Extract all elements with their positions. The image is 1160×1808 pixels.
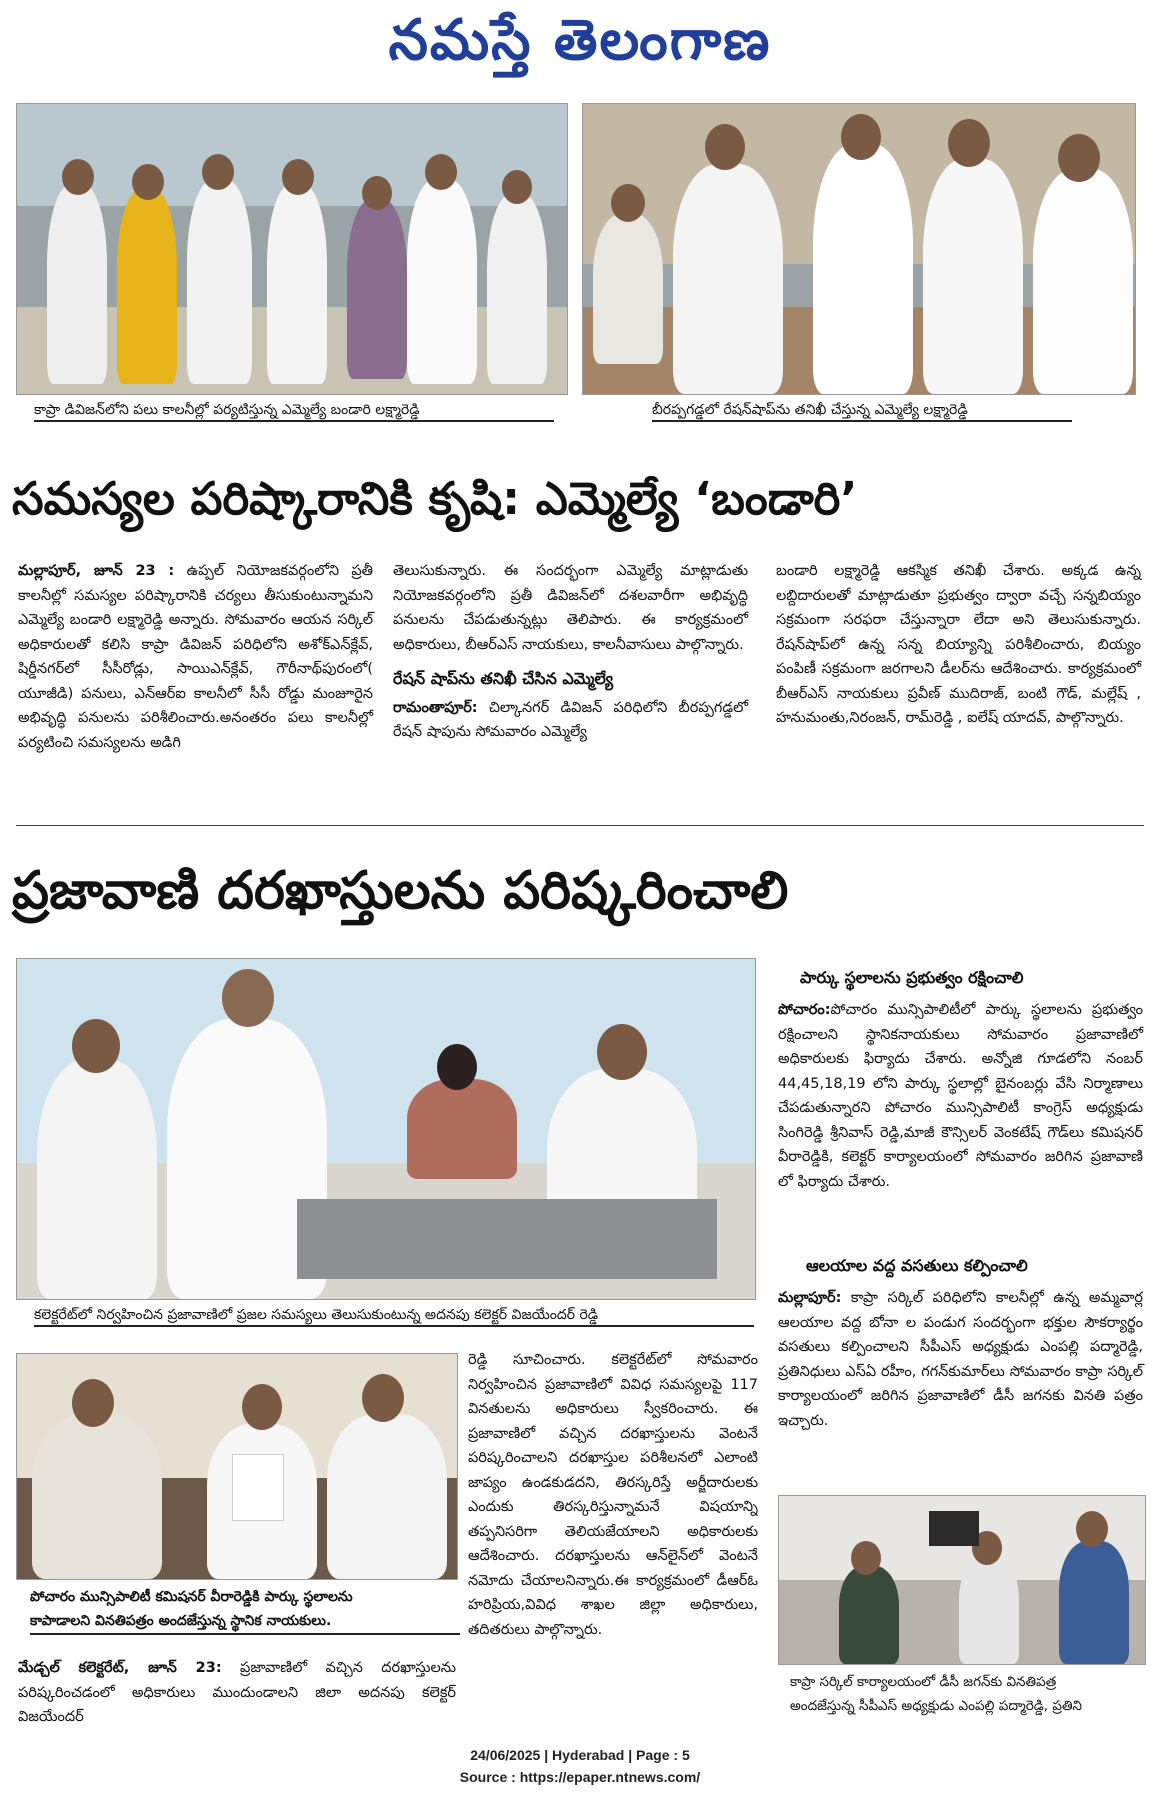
article-text: చిల్కానగర్ డివిజన్ పరిధిలోని బీరప్పగడ్డలో రేషన్ షాపును సోమవారం ఎమ్మెల్యే <box>393 699 748 740</box>
caption-line: అందజేస్తున్న సీపీఎస్ అధ్యక్షుడు ఎంపల్లి పద్మారెడ్డి, ప్రతిని <box>790 1698 1083 1714</box>
footer-source: Source : https://epaper.ntnews.com/ <box>459 1769 701 1785</box>
photo-caption: బీరప్పగడ్డలో రేషన్‌షాప్‌ను తనిఖీ చేస్తున్న ఎమ్మెల్యే లక్ష్మారెడ్డి <box>652 400 1072 422</box>
dateline: మల్లాపూర్, జూన్ 23 : <box>18 563 175 579</box>
photo-caption <box>30 1585 460 1635</box>
article-text: ఉప్పల్ నియోజకవర్గంలోని ప్రతీ కాలనీల్లో సమస్యల పరిష్కారానికి చర్యలు తీసుకుంటున్నామని ఎమ్మెల్యే బండారి లక్ష్మారెడ్డి అన్నారు. సోమవారం ఆయన సర్కిల్ అధికారులతో కలిసి కాప్రా డివిజన్ పరిధిలోని అశోక్ఎన్‌క్లేవ్, షిర్డీనగర్‌లో సీసీరోడ్లు, సాయిఎన్‌క్లేవ్, గౌరీనాథ్‌పురంలో( యూజీడి) పనులు, ఎన్ఆర్ఐ కాలనీలో సీసీ రోడ్డు మంజూరైన అభివృద్ధి పనులను పరిశీలించారు.అనంతరం పలు కాలనీల్లో పర్యటించి సమస్యలను అడిగి <box>18 563 373 751</box>
masthead: నమస్తే తెలంగాణ <box>388 8 772 73</box>
subheadline: పార్కు స్థలాలను ప్రభుత్వం రక్షించాలి <box>800 968 1024 987</box>
photo-caption <box>790 1670 1144 1718</box>
dateline: మేడ్చల్ కలెక్టరేట్, జూన్ 23: <box>18 1660 222 1676</box>
article-column <box>778 998 1143 1194</box>
article-text: తెలుసుకున్నారు. ఈ సందర్భంగా ఎమ్మెల్యే మాట్లాడుతు నియోజకవర్గంలోని ప్రతీ డివిజన్‌లో దశలవారీగా అభివృద్ధి పనులను చేపడుతున్నట్లు తెలిపారు. ఈ కార్యక్రమంలో అధికారులు, బీఆర్ఎస్ నాయకులు, కాలనీవాసులు పాల్గొన్నారు. <box>393 563 748 653</box>
article-column <box>468 1348 758 1686</box>
subheadline: ఆలయాల వద్ద వసతులు కల్పించాలి <box>806 1256 1028 1275</box>
article-text: బండారి లక్ష్మారెడ్డి ఆకస్మిక తనిఖీ చేశారు. అక్కడ ఉన్న లబ్దిదారులతో మాట్లాడుతూ ప్రభుత్వం ద్వారా వచ్చే సన్నబియ్యం సక్రమంగా సరఫరా చేస్తున్నారా లేదా అని తెలుసుకున్నారు. రేషన్‌షాప్‌లో ఉన్న సన్న బియ్యాన్ని పరిశీలించారు, బియ్యం పంపిణీ సక్రమంగా జరగాలని డీలర్‌ను ఆదేశించారు. కార్యక్రమంలో బీఆర్ఎస్ నాయకులు ప్రవీణ్ ముదిరాజ్, బంటి గౌడ్, మల్లేష్ , హనుమంతు,నిరంజన్, రామ్‌రెడ్డి , ఐలేష్ యాదవ్, పాల్గొన్నారు. <box>776 563 1141 726</box>
photo-park-land-petition <box>16 1353 458 1580</box>
article-text: ప్రజావాణిలో వచ్చిన దరఖాస్తులను పరిష్కరించడంలో అధికారులు ముందుండాలని జిలా అదనపు కలెక్టర్ విజయేందర్ <box>18 1660 456 1725</box>
photo-caption: కాప్రా డివిజన్‌లోని పలు కాలనీల్లో పర్యటిస్తున్న ఎమ్మెల్యే బండారి లక్ష్మారెడ్డి <box>34 400 554 422</box>
article-column <box>778 1286 1143 1433</box>
article-column <box>18 559 373 755</box>
photo-ration-shop-inspection <box>582 103 1136 395</box>
caption-line: కాపాడాలని వినతిపత్రం అందజేస్తున్న స్థానిక నాయకులు. <box>30 1613 332 1629</box>
photo-mla-colony-tour <box>16 103 568 395</box>
photo-caption: కలెక్టరేట్‌లో నిర్వహించిన ప్రజావాణిలో ప్రజల సమస్యలు తెలుసుకుంటున్న అదనపు కలెక్టర్ విజయేందర్ రెడ్డి <box>34 1305 754 1327</box>
caption-line: కాప్రా సర్కిల్ కార్యాలయంలో డీసీ జగన్‌కు వినతిపత్ర <box>790 1674 1057 1690</box>
article-text: పోచారం మున్సిపాలిటీలో పార్కు స్థలాలను ప్రభుత్వం రక్షించాలని స్థానికనాయకులు సోమవారం ప్రజావాణిలో అధికారులకు ఫిర్యాదు చేశారు. అన్నోజి గూడలోని నంబర్ 44,45,18,19 లోని పార్కు స్థలాల్లో బైనంబర్లు వేసి నిర్మాణాలు చేపడుతున్నారని పోచారం మున్సిపాలిటీ కాంగ్రెస్ అధ్యక్షుడు సింగిరెడ్డి శ్రీనివాస్ రెడ్డి,మాజీ కౌన్సిలర్ వెంకటేష్ గౌడ్‌లు కమిషనర్ వీరారెడ్డికి, కలెక్టర్ కార్యాలయంలో సోమవారం జరిగిన ప్రజావాణి లో ఫిర్యాదు చేశారు. <box>778 1002 1143 1190</box>
divider <box>16 825 1144 826</box>
article-column <box>776 559 1141 731</box>
dateline: మల్లాపూర్: <box>778 1290 842 1306</box>
article-column <box>18 1656 456 1730</box>
article-text: రెడ్డి సూచించారు. కలెక్టరేట్‌లో సోమవారం నిర్వహించిన ప్రజావాణిలో వివిధ సమస్యలపై 117 వినతులను అధికారులు స్వీకరించారు. ఈ ప్రజావాణిలో వచ్చిన దరఖాస్తులను వెంటనే పరిష్కరించాలని దరఖాస్తుల పరిశీలనలో ఎలాంటి జాప్యం ఉండకుడదని, తిరస్కరిస్తే అర్జీదారులకు ఎందుకు తిరస్కరిస్తున్నామనే విషయాన్ని తప్పనిసరిగా తెలియజేయాలని అధికారులకు ఆదేశించారు. దరఖాస్తులను ఆన్‌లైన్‌లో వెంటనే నమోదు చేయాలనిన్నారు.ఈ కార్యక్రమంలో డీఆర్ఓ హరిప్రియ,వివిధ శాఖల జిల్లా అధికారులు, తదితరులు పాల్గొన్నారు. <box>468 1352 758 1638</box>
dateline: పోచారం: <box>778 1002 831 1018</box>
headline: ప్రజావాణి దరఖాస్తులను పరిష్కరించాలి <box>12 861 789 921</box>
photo-prajavani-collectorate <box>16 958 756 1300</box>
photo-cps-petition <box>778 1495 1146 1665</box>
headline: సమస్యల పరిష్కారానికి కృషి: ఎమ్మెల్యే ‘బండారి’ <box>12 472 858 525</box>
article-text: కాప్రా సర్కిల్ పరిధిలోని కాలనీల్లో ఉన్న అమ్మవార్ల ఆలయాల వద్ద బోనా ల పండుగ సందర్భంగా భక్తుల సౌకర్యార్థం వసతులు కల్పించాలని సీపీఎస్ అధ్యక్షుడు ఎంపల్లి పద్మారెడ్డి, ప్రతినిధులు ఎస్ఏ రహీం, గగన్‌కుమార్‌లు సోమవారం కాప్రా సర్కిల్ కార్యాలయంలో జరిగిన ప్రజావాణిలో డీసీ జగనకు వినతి పత్రం ఇచ్చారు. <box>778 1290 1143 1429</box>
caption-line: పోచారం మున్సిపాలిటీ కమిషనర్ వీరారెడ్డికి పార్కు స్థలాలను <box>30 1589 353 1605</box>
dateline: రామంతాపూర్: <box>393 699 478 716</box>
footer-date-edition: 24/06/2025 | Hyderabad | Page : 5 <box>470 1747 690 1763</box>
subheadline: రేషన్ షాప్‌ను తనిఖీ చేసిన ఎమ్మెల్యే <box>393 669 614 688</box>
article-column <box>393 559 748 745</box>
